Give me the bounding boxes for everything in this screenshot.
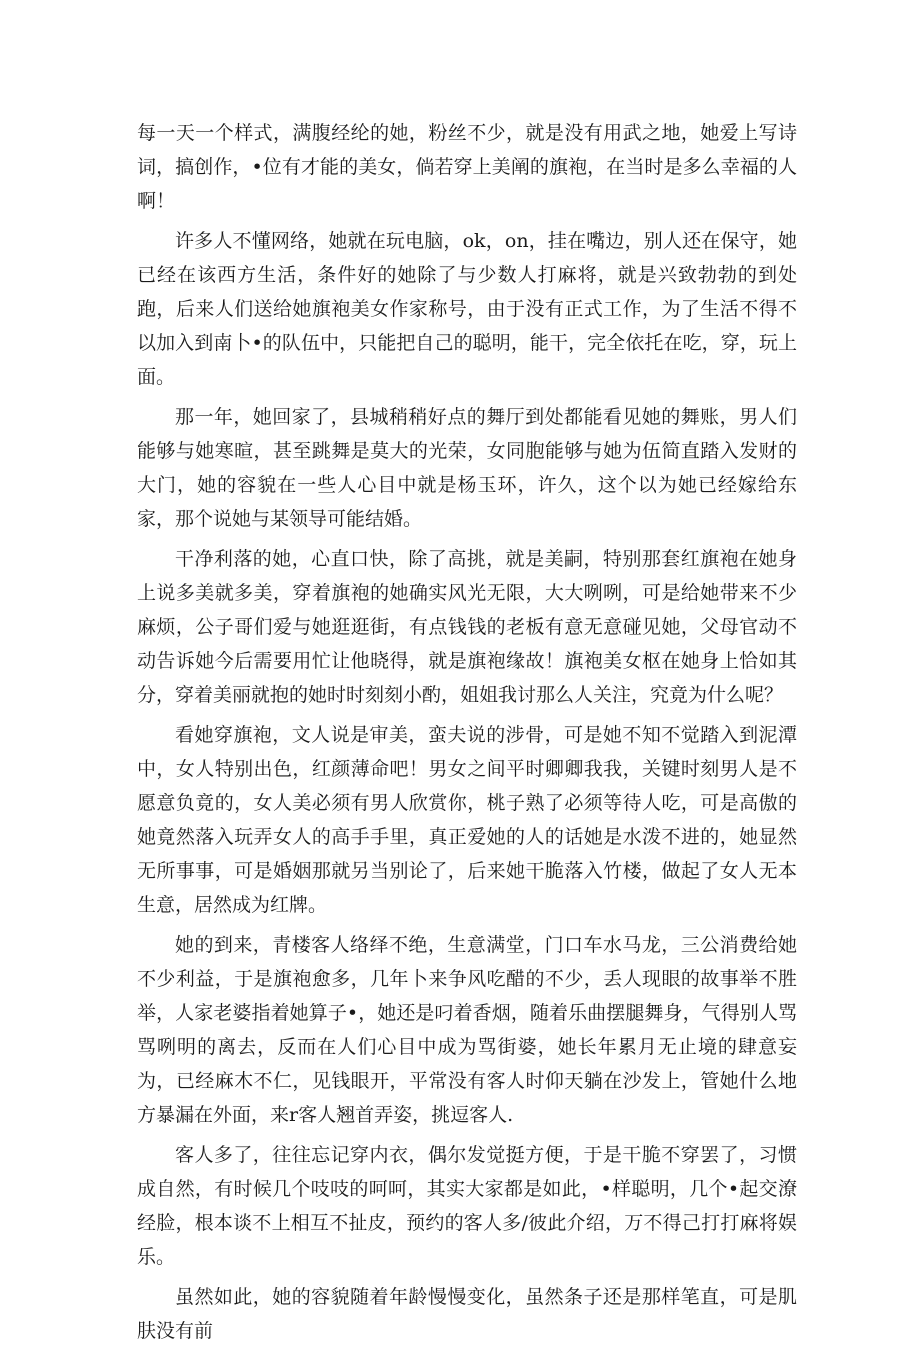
document-body	[137, 116, 797, 1354]
paragraph: 许多人不懂网络，她就在玩电脑，ok，on，挂在嘴边，别人还在保守，她已经在该西方生活，条件好的她除了与少数人打麻将，就是兴致勃勃的到处跑，后来人们送给她旗袍美女作家称号，由于没有正式工作，为了生活不得不以加入到南卜•的队伍中，只能把自己的聪明，能干，完全依托在吃，穿，玩上面。	[137, 230, 797, 388]
paragraph: 那一年，她回家了，县城稍稍好点的舞厅到处都能看见她的舞账，男人们能够与她寒暄，甚至跳舞是莫大的光荣，女同胞能够与她为伍简直踏入发财的大门，她的容貌在一些人心目中就是杨玉环，许久，这个以为她已经嫁给东家，那个说她与某领导可能结婚。	[137, 406, 797, 530]
paragraph: 客人多了，往往忘记穿内衣，偶尔发觉挺方便，于是干脆不穿罢了，习惯成自然，有时候几个吱吱的呵呵，其实大家都是如此，•样聪明，几个•起交潦经脸，根本谈不上相互不扯皮，预约的客人多/彼此介绍，万不得己打打麻将娱乐。	[137, 1144, 797, 1268]
paragraph-continuation: 每一天一个样式，满腹经纶的她，粉丝不少，就是没有用武之地，她爱上写诗词，搞创作，•位有才能的美女，倘若穿上美阐的旗袍，在当时是多么幸福的人啊！	[137, 122, 797, 212]
paragraph: 看她穿旗袍，文人说是审美，蛮夫说的涉骨，可是她不知不觉踏入到泥潭中，女人特别出色，红颜薄命吧！男女之间平时卿卿我我，关键时刻男人是不愿意负竟的，女人美必须有男人欣赏你，桃子熟了必须等待人吃，可是高傲的她竟然落入玩弄女人的高手手里，真正爱她的人的话她是水泼不进的，她显然无所事事，可是婚姻那就另当别论了，后来她干脆落入竹楼，做起了女人无本生意，居然成为红牌。	[137, 724, 797, 916]
paragraph: 虽然如此，她的容貌随着年龄慢慢变化，虽然条子还是那样笔直，可是肌肤没有前	[137, 1286, 797, 1342]
paragraph: 干净利落的她，心直口快，除了高挑，就是美嗣，特别那套红旗袍在她身上说多美就多美，穿着旗袍的她确实风光无限，大大咧咧，可是给她带来不少麻烦，公子哥们爱与她逛逛街，有点钱钱的老板有意无意碰见她，父母官动不动告诉她今后需要用忙让他晓得，就是旗袍缘故！旗袍美女枢在她身上恰如其分，穿着美丽就抱的她时时刻刻小酌，姐姐我讨那么人关注，究竟为什么呢？	[137, 548, 797, 706]
paragraph: 她的到来，青楼客人络绎不绝，生意满堂，门口车水马龙，三公消费给她不少利益，于是旗袍愈多，几年卜来争风吃醋的不少，丢人现眼的故事举不胜举，人家老婆指着她算子•，她还是叼着香烟，随着乐曲摆腿舞身，气得别人骂骂咧明的离去，反而在人们心目中成为骂街婆，她长年累月无止境的肆意妄为，已经麻木不仁，见钱眼开，平常没有客人时仰天躺在沙发上，管她什么地方暴漏在外面，来r客人翘首弄姿，挑逗客人.	[137, 934, 797, 1126]
